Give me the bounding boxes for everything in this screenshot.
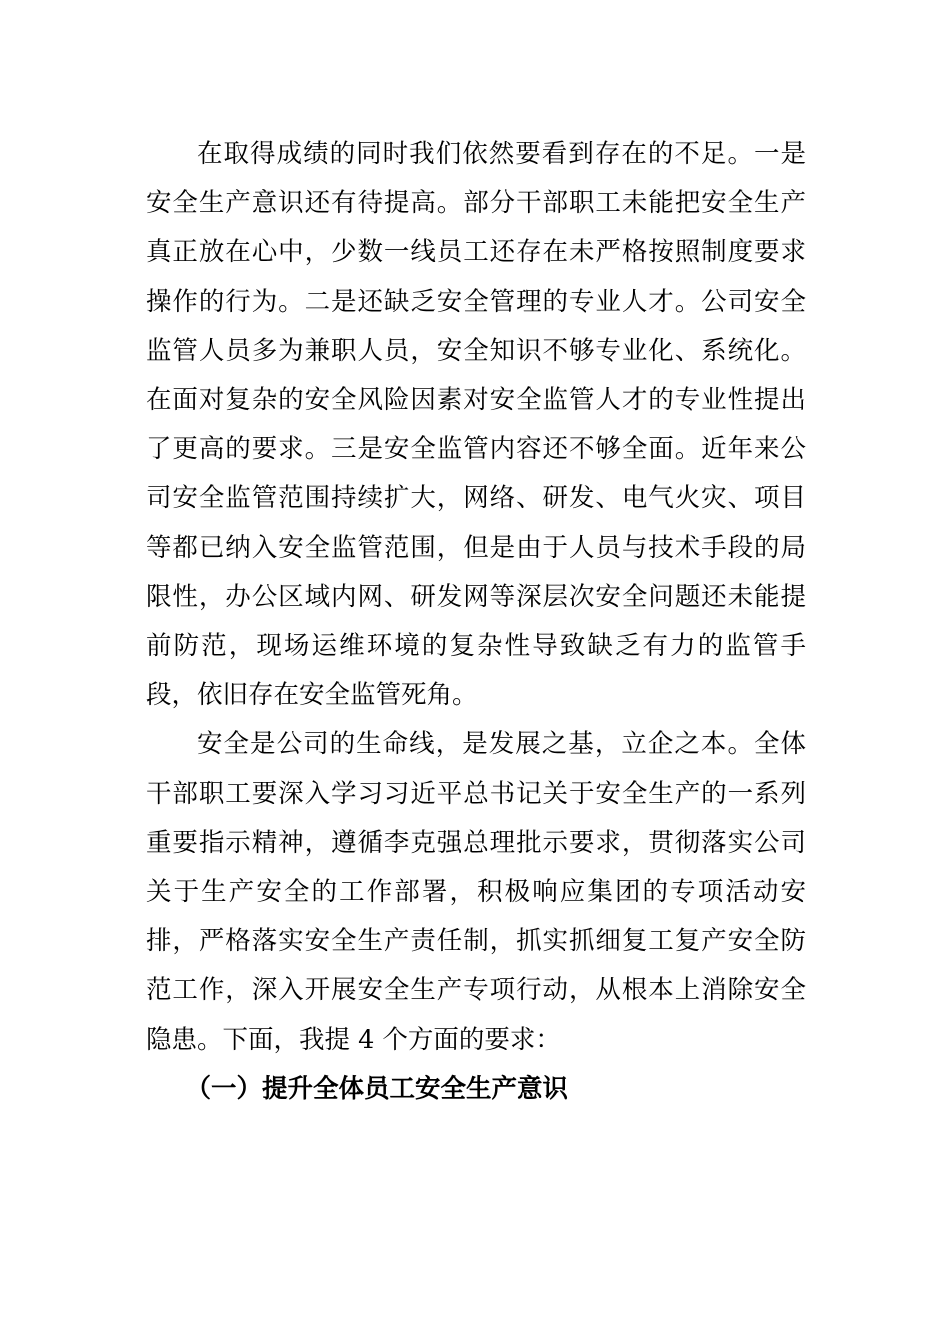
document-body bbox=[146, 130, 806, 1114]
paragraph-safety-requirements: 安全是公司的生命线，是发展之基，立企之本。全体干部职工要深入学习习近平总书记关于安全生产的一系列重要指示精神，遵循李克强总理批示要求，贯彻落实公司关于生产安全的工作部署，积极响应集团的专项活动安排，严格落实安全生产责任制，抓实抓细复工复产安全防范工作，深入开展安全生产专项行动，从根本上消除安全隐患。下面，我提 4 个方面的要求： bbox=[146, 729, 806, 1055]
section-heading: （一）提升全体员工安全生产意识 bbox=[185, 1073, 569, 1104]
paragraph-shortcomings: 在取得成绩的同时我们依然要看到存在的不足。一是安全生产意识还有待提高。部分干部职工未能把安全生产真正放在心中，少数一线员工还存在未严格按照制度要求操作的行为。二是还缺乏安全管理的专业人才。公司安全监管人员多为兼职人员，安全知识不够专业化、系统化。在面对复杂的安全风险因素对安全监管人才的专业性提出了更高的要求。三是安全监管内容还不够全面。近年来公司安全监管范围持续扩大，网络、研发、电气火灾、项目等都已纳入安全监管范围，但是由于人员与技术手段的局限性，办公区域内网、研发网等深层次安全问题还未能提前防范，现场运维环境的复杂性导致缺乏有力的监管手段，依旧存在安全监管死角。 bbox=[146, 139, 806, 711]
